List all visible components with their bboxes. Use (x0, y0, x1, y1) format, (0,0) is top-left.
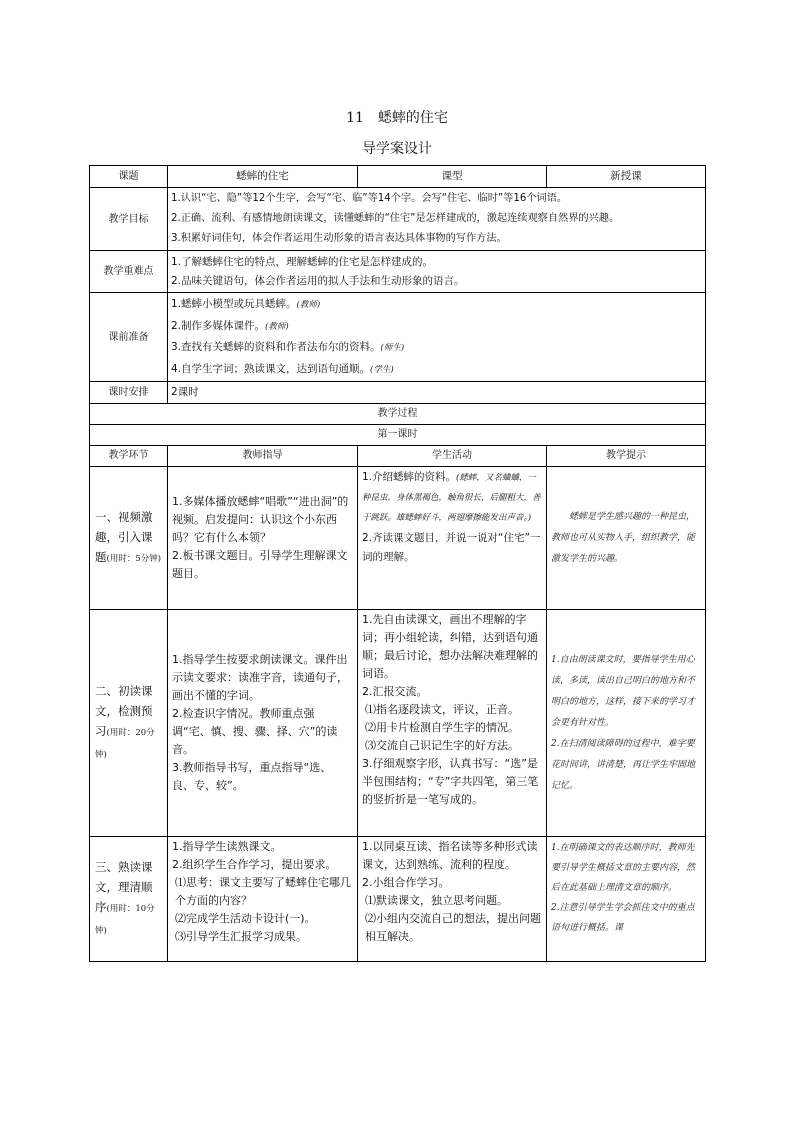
column-header: 教学环节 (90, 446, 168, 467)
teaching-tips (547, 467, 706, 610)
teacher-guidance (168, 467, 358, 610)
column-header: 教学提示 (547, 446, 706, 467)
student-step: ⑵小组内交流自己的想法，提出问题相互解决。 (365, 912, 541, 943)
teacher-step: 2.检查识字情况。教师重点强调“宅、慎、搜、骤、择、穴”的读音。 (172, 707, 338, 756)
goal-item: 2.正确、流利、有感情地朗读课文，读懂蟋蟀的“住宅”是怎样建成的，激起连续观察自然界的兴趣。 (171, 213, 620, 224)
column-header: 学生活动 (358, 446, 547, 467)
stage-name: 三、熟读课文，理清顺序(用时：10分钟) (90, 837, 168, 962)
prep-item: 3.查找有关蟋蟀的资料和作者法布尔的资料。(师生) (171, 341, 405, 353)
teacher-step: 1.多媒体播放蟋蟀“唱歌”“进出洞”的视频。启发提问：认识这个小东西吗？它有什么本领？ (172, 495, 349, 544)
teacher-step: ⑴思考：课文主要写了蟋蟀住宅哪几个方面的内容？ (175, 876, 351, 907)
table-row (90, 610, 706, 837)
student-step: 1.介绍蟋蟀的资料。(蟋蟀，又名蛐蛐，一种昆虫，身体黑褐色，触角很长，后腿粗大，善于跳跃。雄蟋蟀好斗，两翅摩擦能发出声音。) (362, 471, 541, 523)
table-row (90, 251, 706, 293)
lesson-plan-table (89, 165, 706, 962)
table-row (90, 837, 706, 962)
table-row (90, 166, 706, 188)
prep-label: 课前准备 (90, 293, 168, 382)
table-row (90, 425, 706, 446)
page-subtitle: 导学案设计 (362, 141, 432, 157)
student-step: 2.齐读课文题目，并说一说对“住宅”一词的理解。 (362, 532, 541, 563)
column-header: 教师指导 (168, 446, 358, 467)
prep-item: 1.蟋蟀小模型或玩具蟋蟀。(教师) (171, 298, 321, 310)
teacher-guidance (168, 837, 358, 962)
teaching-tips (547, 610, 706, 837)
goal-item: 3.积累好词佳句，体会作者运用生动形象的语言表达具体事物的写作方法。 (171, 233, 507, 244)
student-step: ⑵用卡片检测自学生字的情况。 (365, 721, 519, 734)
key-point-item: 2.品味关键语句，体会作者运用的拟人手法和生动形象的语言。 (171, 274, 465, 287)
goal-item: 1.认识“宅、隐”等12个生字，会写“宅、临”等14个字。会写“住宅、临时”等16个词语。 (171, 193, 568, 204)
student-step: ⑴指名逐段读文，评议，正音。 (365, 703, 519, 716)
student-step: 3.仔细观察字形，认真书写：“选”是半包围结构；“专”字共四笔，第三笔的竖折折是一笔写成的。 (362, 757, 539, 806)
tip-item: 2.在扫清阅读障碍的过程中，难字要花时间讲，讲清楚，再让学生牢固地记忆。 (551, 738, 696, 791)
student-step: ⑴默读课文，独立思考问题。 (365, 894, 508, 907)
teacher-step: ⑶引导学生汇报学习成果。 (175, 930, 307, 943)
key-points-cell (168, 251, 706, 293)
teaching-tips (547, 837, 706, 962)
teacher-guidance (168, 610, 358, 837)
key-point-item: 1.了解蟋蟀住宅的特点，理解蟋蟀的住宅是怎样建成的。 (171, 255, 434, 268)
topic-value: 蟋蟀的住宅 (168, 166, 358, 188)
table-row (90, 467, 706, 610)
prep-item: 2.制作多媒体课件。(教师) (171, 319, 289, 332)
tip-item: 1.在明确课文的表达顺序时，教师先要引导学生概括文章的主要内容，然后在此基础上理清文章的顺序。 (551, 843, 696, 893)
type-label: 课型 (358, 166, 547, 188)
prep-item: 4.自学生字词；熟读课文，达到语句通顺。(学生) (171, 362, 394, 375)
stage-name: 一、视频激趣，引入课题(用时：5分钟) (90, 467, 168, 610)
type-value: 新授课 (547, 166, 706, 188)
table-header-row (90, 446, 706, 467)
teacher-step: 2.组织学生合作学习，提出要求。 (172, 858, 337, 871)
prep-cell (168, 293, 706, 382)
student-step: 2.汇报交流。 (362, 685, 428, 698)
student-step: ⑶交流自己识记生字的好方法。 (365, 739, 519, 752)
teacher-step: 1.指导学生读熟课文。 (172, 840, 282, 853)
student-step: 1.先自由读课文，画出不理解的字词；再小组轮读，纠错，达到语句通顺；最后讨论，想办法解决难理解的词语。 (362, 613, 538, 680)
teacher-step: 3.教师指导书写，重点指导“选、良、专、较”。 (172, 761, 332, 792)
teacher-step: 2.板书课文题目。引导学生理解课文题目。 (172, 549, 348, 580)
student-step: 1.以同桌互读、指名读等多种形式读课文，达到熟练、流利的程度。 (362, 840, 538, 871)
table-row (90, 404, 706, 425)
tip-item: 2.注意引导学生学会抓住文中的重点语句进行概括。课 (551, 903, 695, 933)
student-activity (358, 837, 547, 962)
tip-item: 1.自由朗读课文时，要指导学生用心读，多读，读出自己明白的地方和不明白的地方，这样，接下来的学习才会更有针对性。 (551, 654, 696, 728)
goals-cell (168, 188, 706, 251)
teacher-step: ⑵完成学生活动卡设计(一)。 (175, 912, 316, 925)
key-points-label: 教学重难点 (90, 251, 168, 293)
table-row (90, 293, 706, 382)
hours-label: 课时安排 (90, 382, 168, 404)
topic-label: 课题 (90, 166, 168, 188)
page-title: 11 蟋蟀的住宅 (346, 110, 448, 126)
lesson-title: 第一课时 (90, 425, 706, 446)
student-activity (358, 610, 547, 837)
table-row (90, 188, 706, 251)
student-activity (358, 467, 547, 610)
tip-item: 蟋蟀是学生感兴趣的一种昆虫，教师也可从实物入手，组织教学，能激发学生的兴趣。 (551, 511, 696, 564)
table-row (90, 382, 706, 404)
teacher-step: 1.指导学生按要求朗读课文。课件出示读文要求：读准字音，读通句子，画出不懂的字词。 (172, 653, 348, 702)
process-title: 教学过程 (90, 404, 706, 425)
student-step: 2.小组合作学习。 (362, 876, 450, 889)
goals-label: 教学目标 (90, 188, 168, 251)
hours-value: 2课时 (168, 382, 706, 404)
stage-name: 二、初读课文，检测预习(用时：20分钟) (90, 610, 168, 837)
